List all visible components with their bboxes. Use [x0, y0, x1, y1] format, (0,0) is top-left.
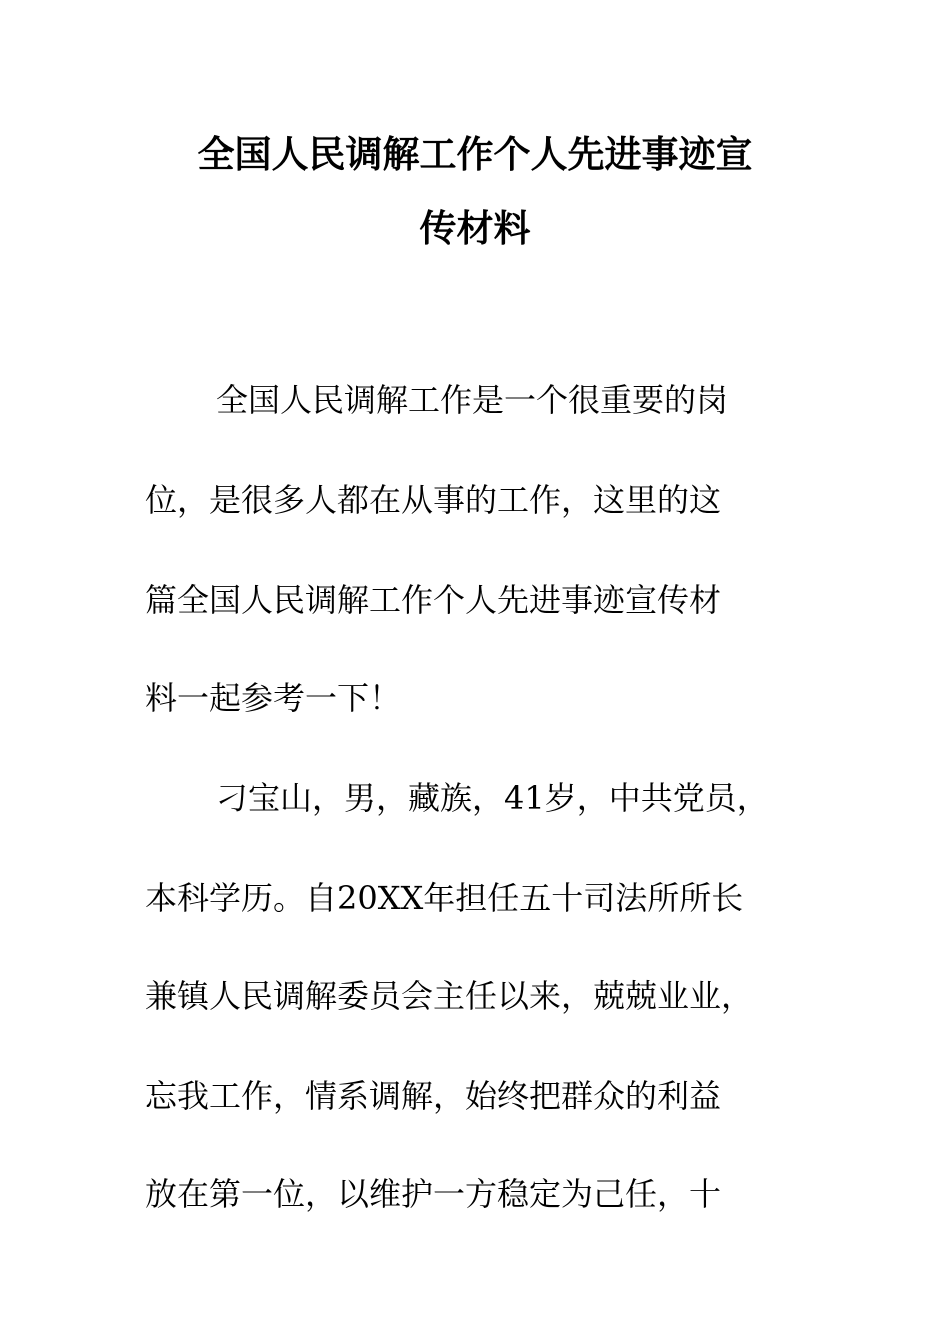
paragraph-1-line-1: 全国人民调解工作是一个很重要的岗 — [216, 381, 729, 419]
paragraph-2-line-3: 兼镇人民调解委员会主任以来，兢兢业业， — [145, 977, 754, 1015]
paragraph-2-line-2: 本科学历。自20XX年担任五十司法所所长 — [145, 879, 744, 917]
document-title-line-2: 传材料 — [419, 206, 531, 250]
paragraph-2-line-4: 忘我工作，情系调解，始终把群众的利益 — [145, 1077, 722, 1115]
paragraph-1-line-2: 位，是很多人都在从事的工作，这里的这 — [145, 481, 722, 519]
paragraph-1-line-4: 料一起参考一下！ — [145, 679, 402, 717]
document-title-line-1: 全国人民调解工作个人先进事迹宣 — [197, 132, 753, 176]
paragraph-1-line-3: 篇全国人民调解工作个人先进事迹宣传材 — [145, 581, 722, 619]
paragraph-2-line-1: 刁宝山，男，藏族，41岁，中共党员， — [216, 779, 769, 817]
paragraph-2-line-5: 放在第一位，以维护一方稳定为己任，十 — [145, 1175, 722, 1213]
